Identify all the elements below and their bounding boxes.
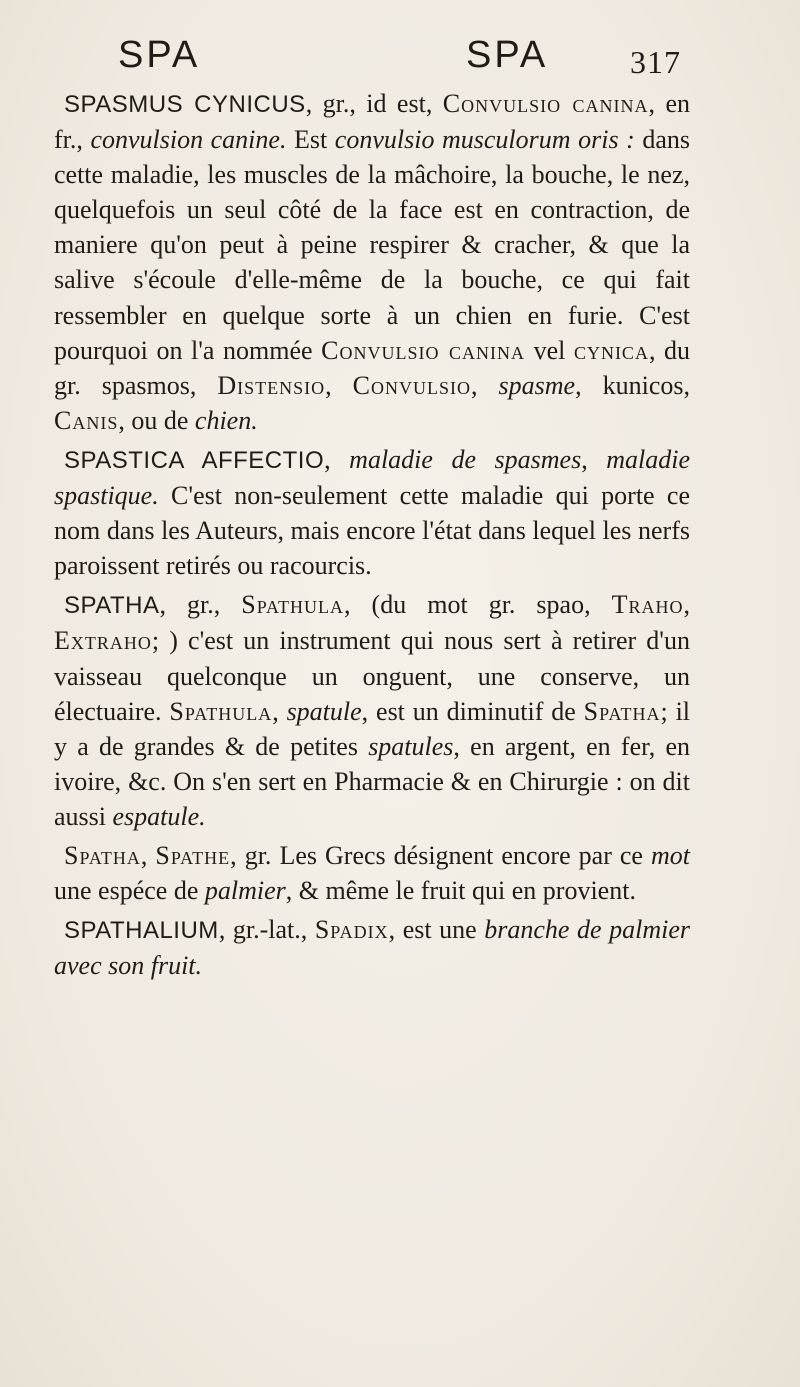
italic-term: convulsion canine. bbox=[90, 125, 287, 155]
entry-text: Est bbox=[286, 125, 335, 155]
entry-text: ; ) c'est un instrument qui nous sert à retirer d'un vaisseau quelconque un onguent, une conserve, un électuaire. bbox=[54, 626, 690, 726]
entry-text: , kunicos, bbox=[575, 370, 690, 400]
small-caps-term: Spatha bbox=[583, 696, 661, 726]
entry-text: , bbox=[325, 370, 353, 400]
entry-headword: SPATHALIUM bbox=[64, 917, 219, 945]
small-caps-term: Spatha bbox=[64, 840, 141, 870]
dictionary-entry bbox=[54, 587, 690, 834]
italic-term: palmier bbox=[204, 876, 286, 906]
italic-term: spasme bbox=[498, 370, 576, 400]
entry-text: , bbox=[324, 444, 350, 474]
small-caps-term: Spathula bbox=[241, 590, 345, 620]
entry-text: , & même le fruit qui en provient. bbox=[285, 876, 636, 906]
running-head bbox=[0, 34, 800, 90]
entry-text: , gr.-lat., bbox=[218, 915, 315, 945]
small-caps-term: Traho bbox=[611, 590, 684, 620]
entry-text: , ou de bbox=[118, 405, 195, 435]
entry-text: , (du mot gr. spao, bbox=[344, 590, 612, 620]
entry-text: C'est non-seulement cette maladie qui porte ce nom dans les Auteurs, mais encore l'état dans lequel les nerfs paroissent retirés ou racourcis. bbox=[54, 481, 690, 581]
dictionary-text bbox=[54, 86, 690, 983]
italic-term: convulsio musculorum oris : bbox=[334, 125, 635, 155]
entry-text: ; il y a de grandes & de petites bbox=[54, 696, 691, 761]
entry-headword: SPASMUS CYNICUS bbox=[64, 91, 306, 118]
dictionary-entry bbox=[54, 912, 690, 983]
italic-term: espatule. bbox=[112, 801, 206, 831]
small-caps-term: Convulsio bbox=[352, 370, 472, 400]
entry-text: , est un diminutif de bbox=[361, 696, 584, 726]
entry-text: dans cette maladie, les muscles de la mâchoire, la bouche, le nez, quelquefois un seul côté de la face est en contraction, de maniere qu'on peut à peine respirer & cracher, & que la salive s'écoule d'elle-même de la bouche, ce qui fait ressembler en quelque sorte à un chien en furie. C'est pourquoi on l'a nommée bbox=[54, 125, 690, 365]
small-caps-term: Spathula bbox=[169, 696, 273, 726]
small-caps-term: Spadix bbox=[314, 915, 389, 945]
italic-term: chien. bbox=[194, 405, 258, 435]
small-caps-term: Spathe bbox=[155, 840, 231, 870]
entry-text: , gr., bbox=[159, 590, 242, 620]
small-caps-term: Distensio bbox=[217, 370, 326, 400]
page-number: 317 bbox=[630, 44, 681, 80]
entry-text: , bbox=[272, 696, 287, 726]
entry-text: , est une bbox=[388, 915, 485, 945]
italic-term: branche de palmier avec son fruit. bbox=[54, 915, 690, 981]
small-caps-term: Convulsio canina bbox=[321, 335, 526, 365]
italic-term: spatules bbox=[368, 731, 454, 761]
running-head-left: SPA bbox=[118, 34, 201, 76]
entry-text: , en fr., bbox=[54, 89, 690, 155]
dictionary-entry bbox=[54, 86, 690, 438]
entry-text: vel bbox=[525, 335, 574, 365]
entry-headword: SPATHA bbox=[64, 592, 160, 620]
italic-term: mot bbox=[651, 840, 690, 870]
italic-term: maladie de spasmes bbox=[349, 444, 582, 474]
entry-text: , du gr. spasmos, bbox=[54, 335, 691, 400]
entry-text: , en argent, en fer, en ivoire, &c. On s'en sert en Pharmacie & en Chirurgie : on dit aussi bbox=[54, 731, 690, 831]
dictionary-entry bbox=[54, 442, 690, 583]
entry-text: , gr., id est, bbox=[305, 89, 443, 118]
entry-text: , bbox=[683, 590, 690, 620]
small-caps-term: cynica bbox=[573, 335, 649, 365]
entry-text: une espéce de bbox=[54, 876, 205, 906]
small-caps-term: Canis bbox=[54, 405, 119, 435]
entry-text: , bbox=[140, 840, 156, 870]
entry-text: , gr. Les Grecs désignent encore par ce bbox=[230, 840, 651, 870]
running-head-right: SPA bbox=[466, 34, 549, 76]
small-caps-term: Extraho bbox=[54, 626, 152, 656]
dictionary-entry bbox=[54, 838, 690, 908]
entry-text: , bbox=[581, 444, 607, 474]
entry-headword: SPASTICA AFFECTIO bbox=[64, 446, 325, 474]
small-caps-term: Convulsio canina bbox=[442, 89, 649, 118]
italic-term: maladie spastique. bbox=[54, 444, 690, 511]
entry-text: , bbox=[471, 370, 499, 400]
italic-term: spatule bbox=[286, 696, 362, 726]
